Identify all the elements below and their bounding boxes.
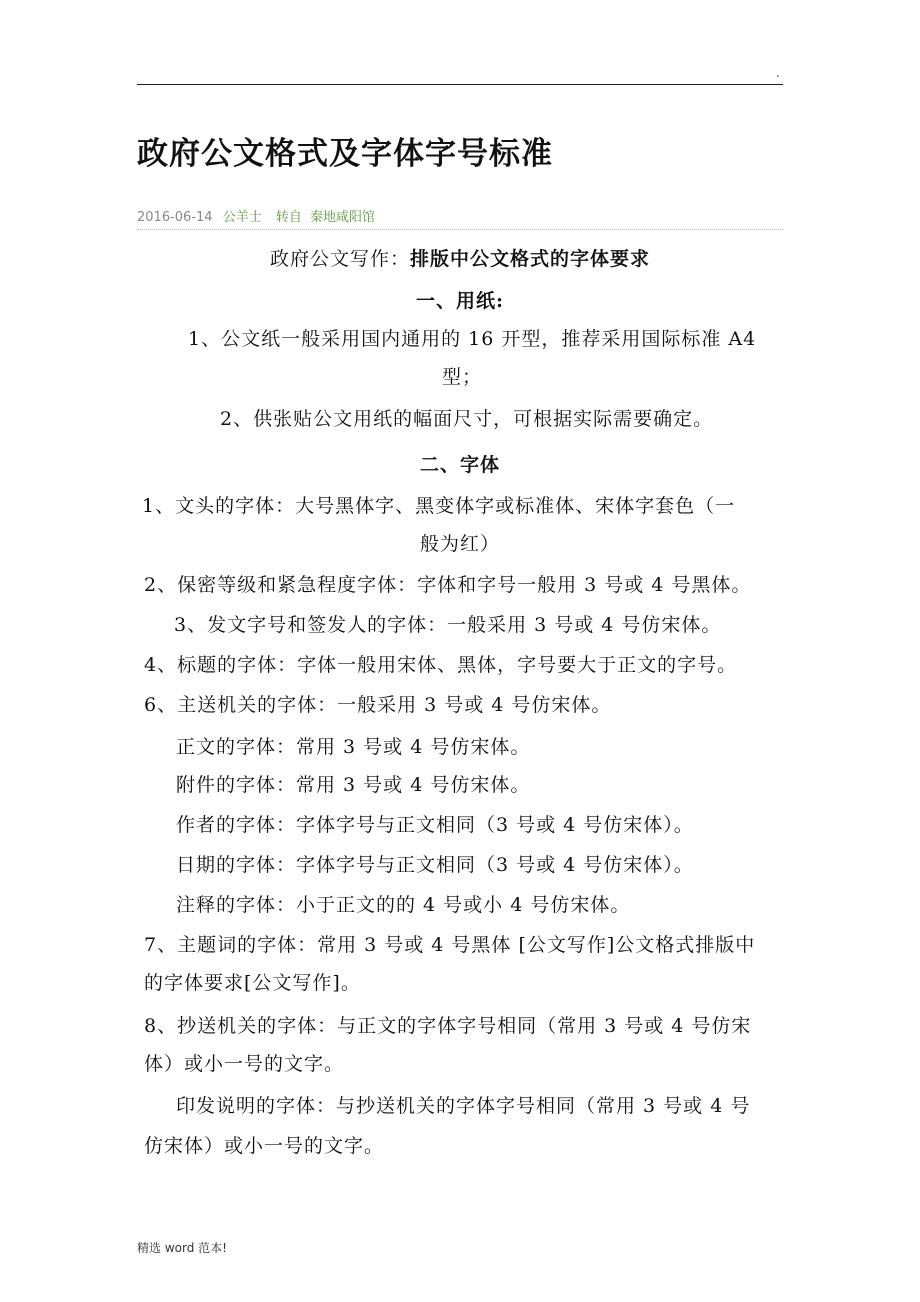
header-rule: [137, 84, 783, 85]
section2-item2: 2、保密等级和紧急程度字体：字体和字号一般用 3 号或 4 号黑体。: [144, 574, 752, 596]
section2-item8-line1: 8、抄送机关的字体：与正文的字体字号相同（常用 3 号或 4 号仿宋: [144, 1015, 752, 1037]
section2-item1-line1: 1、文头的字体：大号黑体字、黑变体字或标准体、宋体字套色（一: [142, 495, 736, 517]
page-title: 政府公文格式及字体字号标准: [137, 136, 553, 172]
footer-note: 精选 word 范本!: [137, 1241, 227, 1255]
body-font-line: 正文的字体：常用 3 号或 4 号仿宋体。: [176, 736, 531, 758]
section2-item3: 3、发文字号和签发人的字体：一般采用 3 号或 4 号仿宋体。: [174, 614, 722, 636]
section1-item2: 2、供张贴公文用纸的幅面尺寸，可根据实际需要确定。: [220, 408, 714, 430]
section2-item7-line1: 7、主题词的字体：常用 3 号或 4 号黑体 [公文写作]公文格式排版中: [144, 934, 756, 956]
section2-item8-line2: 体）或小一号的文字。: [144, 1053, 345, 1075]
attachment-font-line: 附件的字体：常用 3 号或 4 号仿宋体。: [176, 774, 531, 796]
subtitle-bold: 排版中公文格式的字体要求: [410, 248, 651, 270]
section1-item1-line2: 型；: [442, 366, 483, 388]
source-link[interactable]: 秦地咸阳馆: [310, 210, 376, 225]
meta-divider: [137, 229, 783, 230]
subtitle-prefix: 政府公文写作：: [269, 248, 410, 270]
print-note-line2: 仿宋体）或小一号的文字。: [144, 1135, 385, 1157]
section1-heading: 一、用纸:: [415, 290, 504, 312]
publish-date: 2016-06-14: [137, 210, 213, 225]
section2-item7-line2: 的字体要求[公文写作]。: [144, 972, 361, 994]
subtitle: [137, 244, 783, 271]
article-meta: [137, 206, 375, 225]
section2-heading: 二、字体: [419, 454, 500, 476]
section2-item6: 6、主送机关的字体：一般采用 3 号或 4 号仿宋体。: [144, 694, 612, 716]
author-font-line: 作者的字体：字体字号与正文相同（3 号或 4 号仿宋体）。: [176, 814, 694, 836]
section2-item1-line2: 般为红）: [420, 533, 501, 555]
repost-label: 转自: [275, 210, 302, 225]
section1-item1-line1: 1、公文纸一般采用国内通用的 16 开型，推荐采用国际标准 A4: [188, 328, 757, 350]
print-note-line1: 印发说明的字体：与抄送机关的字体字号相同（常用 3 号或 4 号: [176, 1095, 751, 1117]
section2-item4: 4、标题的字体：字体一般用宋体、黑体，字号要大于正文的字号。: [144, 654, 738, 676]
note-font-line: 注释的字体：小于正文的的 4 号或小 4 号仿宋体。: [176, 894, 631, 916]
author-link[interactable]: 公羊士: [222, 210, 262, 225]
header-mark: .: [776, 66, 780, 80]
date-font-line: 日期的字体：字体字号与正文相同（3 号或 4 号仿宋体）。: [176, 854, 694, 876]
